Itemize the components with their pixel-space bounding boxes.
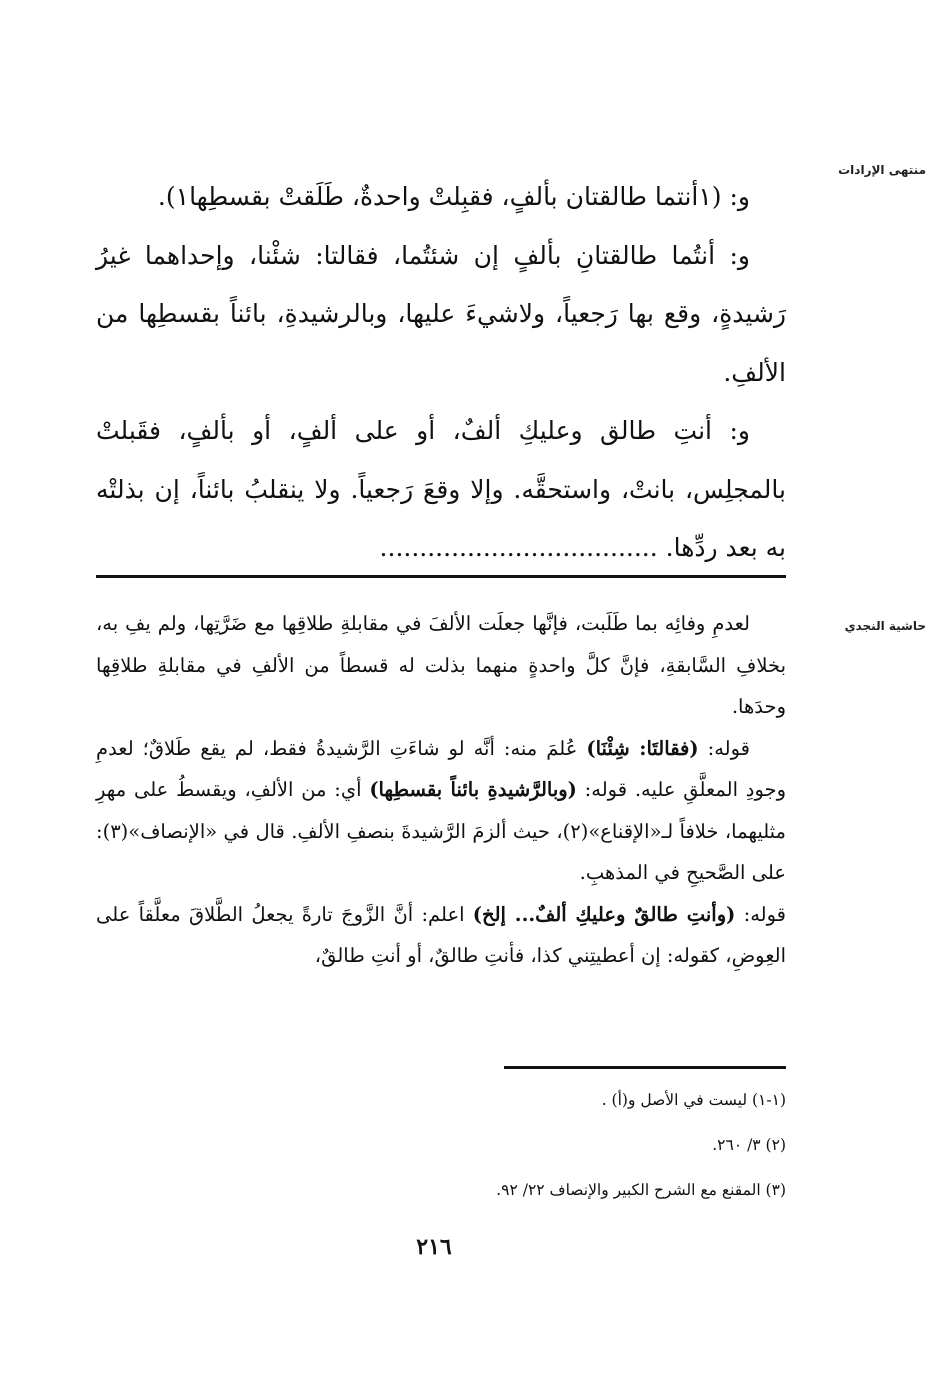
- quoted-phrase: (فقالتَا: شِئْنَا): [586, 736, 699, 760]
- book-title-label: منتهى الإرادات: [838, 163, 926, 177]
- footnote: (٢) ٣/ ٢٦٠.: [712, 1136, 786, 1154]
- commentary-text: اعلم: أنَّ الزَّوجَ تارةً يجعلُ الطَّلاقَ معلَّقاً على العِوضِ، كقوله: إن أعطيتِني كذا، فأنتِ طالقٌ، أو أنتِ طالقٌ،: [96, 902, 786, 967]
- commentary-text: أي: من الألفِ، ويقسطُ على مهرِ مثليهما، خلافاً لـ«الإقناع»(٢)، حيث ألزمَ الرَّشيدةَ بنصفِ الألفِ. قال في «الإنصاف»(٣): على الصَّحيحِ في المذهبِ.: [96, 778, 787, 884]
- main-paragraph: و: (١أنتما طالقتان بألفٍ، فقبِلتْ واحدةٌ، طَلَقتْ بقسطِها١).: [157, 182, 750, 211]
- footnote: (١-١) ليست في الأصل و(أ) .: [601, 1091, 786, 1109]
- main-paragraph-text: و: أنتِ طالق وعليكِ ألفٌ، أو على ألفٍ، أو بألفٍ، فقَبلتْ بالمجلِس، بانتْ، واستحقَّه. وإلا وقعَ رَجعياً. ولا ينقلبُ بائناً، إن بذلتْه به بعد ردِّها.: [96, 416, 786, 562]
- main-paragraph: و: أنتُما طالقتانِ بألفٍ إن شئتُما، فقالتا: شئْنا، وإحداهما غيرُ رَشيدةٍ، وقع بها رَجعياً، ولاشيءَ عليها، وبالرشيدةِ، بائناً بقسطِها من الألفِ.: [96, 240, 786, 387]
- commentary-paragraph: لعدمِ وفائِه بما طَلَبت، فإنَّها جعلَت الألفَ في مقابلةِ طلاقِها مع ضَرَّتِها، ولم يفِ به، بخلافِ السَّابقةِ، فإنَّ كلَّ واحدةٍ منهما بذلت له قسطاً من الألفِ في مقابلةِ طلاقِها وحدَها.: [96, 612, 786, 718]
- commentary-paragraph: [96, 728, 786, 894]
- commentary-paragraph: [96, 894, 786, 977]
- commentary-block: [96, 603, 786, 977]
- commentary-text: عُلمَ منه: أنَّه لو شاءَتِ الرَّشيدةُ فقط، لم يقع طَلاقٌ؛ لعدمِ وجودِ المعلَّقِ عليه. قوله:: [96, 736, 786, 801]
- footnotes: [96, 1078, 786, 1213]
- footnote: (٣) المقنع مع الشرح الكبير والإنصاف ٢٢/ ٩٢.: [496, 1181, 786, 1199]
- page-number: ٢١٦: [416, 1234, 452, 1260]
- commentary-title-label: حاشية النجدي: [844, 619, 926, 633]
- main-text-block: [96, 168, 786, 578]
- quoted-phrase: (وبالرَّشيدةِ بائناً بقسطِها): [369, 778, 577, 801]
- footnote-divider: [504, 1066, 786, 1069]
- trailing-dots: ...................................: [379, 533, 658, 562]
- commentary-text: قوله:: [698, 736, 750, 760]
- commentary-text: قوله:: [735, 902, 786, 926]
- quoted-phrase: (وأنتِ طالقٌ وعليكِ ألفٌ... إلخ): [472, 902, 736, 926]
- section-divider: [96, 575, 786, 578]
- main-paragraph: [96, 402, 786, 578]
